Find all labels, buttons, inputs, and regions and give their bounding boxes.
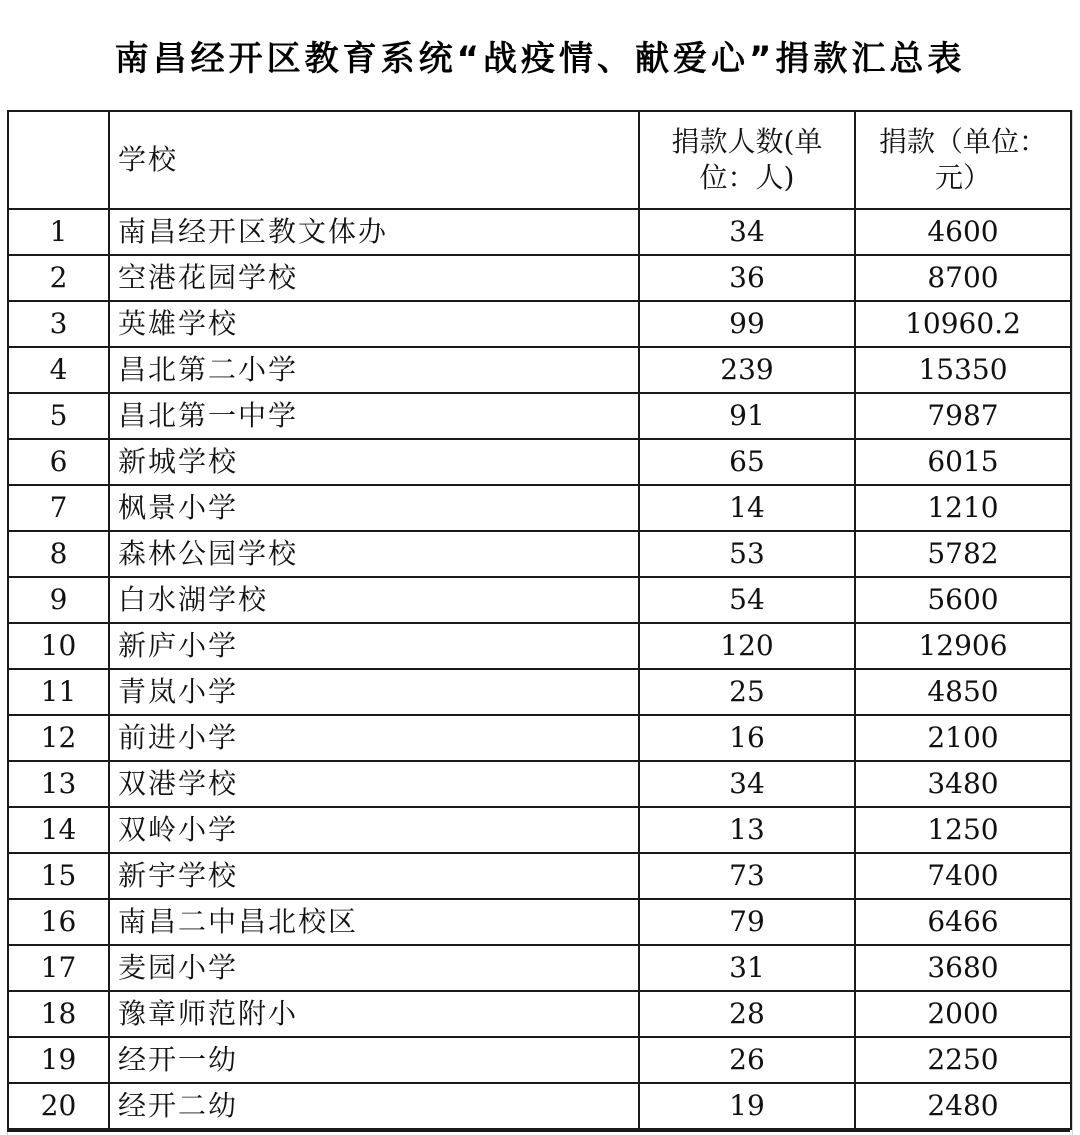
row-people-cell[interactable]: 54 — [639, 577, 855, 623]
row-people-cell[interactable]: 26 — [639, 1037, 855, 1083]
row-school-cell[interactable]: 白水湖学校 — [109, 577, 639, 623]
table-row — [8, 209, 1071, 255]
table-row — [8, 393, 1071, 439]
row-school-cell[interactable]: 南昌二中昌北校区 — [109, 899, 639, 945]
row-people-cell[interactable]: 99 — [639, 301, 855, 347]
row-people-cell[interactable]: 16 — [639, 715, 855, 761]
row-people-cell[interactable]: 36 — [639, 255, 855, 301]
table-row — [8, 853, 1071, 899]
row-index-cell[interactable]: 19 — [8, 1037, 109, 1083]
row-school-cell[interactable]: 森林公园学校 — [109, 531, 639, 577]
row-amount-cell[interactable]: 1250 — [855, 807, 1071, 853]
table-row — [8, 715, 1071, 761]
row-people-cell[interactable]: 53 — [639, 531, 855, 577]
row-index-cell[interactable]: 10 — [8, 623, 109, 669]
table-row — [8, 255, 1071, 301]
table-row — [8, 807, 1071, 853]
row-people-cell[interactable]: 28 — [639, 991, 855, 1037]
row-people-cell[interactable]: 34 — [639, 761, 855, 807]
table-header-row — [8, 111, 1071, 209]
row-index-cell[interactable]: 11 — [8, 669, 109, 715]
page-title: 南昌经开区教育系统“战疫情、献爱心”捐款汇总表 — [0, 0, 1080, 110]
table-row — [8, 945, 1071, 991]
row-index-cell[interactable]: 4 — [8, 347, 109, 393]
row-people-cell[interactable]: 239 — [639, 347, 855, 393]
table-row — [8, 577, 1071, 623]
row-people-cell[interactable]: 73 — [639, 853, 855, 899]
row-school-cell[interactable]: 双港学校 — [109, 761, 639, 807]
row-school-cell[interactable]: 昌北第二小学 — [109, 347, 639, 393]
row-school-cell[interactable]: 空港花园学校 — [109, 255, 639, 301]
next-row-border — [7, 1130, 1070, 1132]
row-index-cell[interactable]: 13 — [8, 761, 109, 807]
header-index-cell[interactable] — [8, 111, 109, 209]
table-row — [8, 439, 1071, 485]
row-amount-cell[interactable]: 3680 — [855, 945, 1071, 991]
row-amount-cell[interactable]: 5600 — [855, 577, 1071, 623]
row-index-cell[interactable]: 18 — [8, 991, 109, 1037]
row-people-cell[interactable]: 65 — [639, 439, 855, 485]
row-people-cell[interactable]: 19 — [639, 1083, 855, 1129]
row-index-cell[interactable]: 9 — [8, 577, 109, 623]
header-school-cell[interactable]: 学校 — [109, 111, 639, 209]
row-people-cell[interactable]: 31 — [639, 945, 855, 991]
row-index-cell[interactable]: 6 — [8, 439, 109, 485]
row-amount-cell[interactable]: 2250 — [855, 1037, 1071, 1083]
table-row — [8, 531, 1071, 577]
donation-summary-table — [7, 110, 1072, 1130]
table-row — [8, 347, 1071, 393]
table-row — [8, 991, 1071, 1037]
row-school-cell[interactable]: 麦园小学 — [109, 945, 639, 991]
row-school-cell[interactable]: 前进小学 — [109, 715, 639, 761]
row-school-cell[interactable]: 新宇学校 — [109, 853, 639, 899]
row-school-cell[interactable]: 双岭小学 — [109, 807, 639, 853]
row-amount-cell[interactable]: 3480 — [855, 761, 1071, 807]
row-amount-cell[interactable]: 4850 — [855, 669, 1071, 715]
row-amount-cell[interactable]: 8700 — [855, 255, 1071, 301]
row-amount-cell[interactable]: 2000 — [855, 991, 1071, 1037]
table-row — [8, 1083, 1071, 1129]
grid-column-line — [1072, 0, 1073, 1135]
row-amount-cell[interactable]: 2480 — [855, 1083, 1071, 1129]
row-amount-cell[interactable]: 6466 — [855, 899, 1071, 945]
row-amount-cell[interactable]: 5782 — [855, 531, 1071, 577]
row-amount-cell[interactable]: 2100 — [855, 715, 1071, 761]
table-row — [8, 301, 1071, 347]
row-index-cell[interactable]: 20 — [8, 1083, 109, 1129]
row-people-cell[interactable]: 25 — [639, 669, 855, 715]
row-people-cell[interactable]: 91 — [639, 393, 855, 439]
row-amount-cell[interactable]: 4600 — [855, 209, 1071, 255]
row-amount-cell[interactable]: 12906 — [855, 623, 1071, 669]
row-school-cell[interactable]: 英雄学校 — [109, 301, 639, 347]
row-people-cell[interactable]: 120 — [639, 623, 855, 669]
row-school-cell[interactable]: 昌北第一中学 — [109, 393, 639, 439]
header-amount-cell[interactable]: 捐款（单位：元） — [855, 111, 1071, 209]
row-index-cell[interactable]: 5 — [8, 393, 109, 439]
row-people-cell[interactable]: 13 — [639, 807, 855, 853]
header-people-cell[interactable]: 捐款人数(单位：人) — [639, 111, 855, 209]
row-people-cell[interactable]: 34 — [639, 209, 855, 255]
row-school-cell[interactable]: 新庐小学 — [109, 623, 639, 669]
row-index-cell[interactable]: 14 — [8, 807, 109, 853]
row-school-cell[interactable]: 经开一幼 — [109, 1037, 639, 1083]
row-school-cell[interactable]: 青岚小学 — [109, 669, 639, 715]
row-amount-cell[interactable]: 15350 — [855, 347, 1071, 393]
table-row — [8, 1037, 1071, 1083]
table-row — [8, 669, 1071, 715]
row-school-cell[interactable]: 经开二幼 — [109, 1083, 639, 1129]
row-amount-cell[interactable]: 7987 — [855, 393, 1071, 439]
row-people-cell[interactable]: 79 — [639, 899, 855, 945]
row-index-cell[interactable]: 2 — [8, 255, 109, 301]
row-school-cell[interactable]: 新城学校 — [109, 439, 639, 485]
row-index-cell[interactable]: 15 — [8, 853, 109, 899]
row-amount-cell[interactable]: 1210 — [855, 485, 1071, 531]
table-row — [8, 485, 1071, 531]
row-index-cell[interactable]: 3 — [8, 301, 109, 347]
row-amount-cell[interactable]: 10960.2 — [855, 301, 1071, 347]
row-index-cell[interactable]: 1 — [8, 209, 109, 255]
row-index-cell[interactable]: 17 — [8, 945, 109, 991]
row-index-cell[interactable]: 7 — [8, 485, 109, 531]
row-people-cell[interactable]: 14 — [639, 485, 855, 531]
row-amount-cell[interactable]: 6015 — [855, 439, 1071, 485]
row-index-cell[interactable]: 12 — [8, 715, 109, 761]
row-index-cell[interactable]: 16 — [8, 899, 109, 945]
row-school-cell[interactable]: 豫章师范附小 — [109, 991, 639, 1037]
table-row — [8, 761, 1071, 807]
table-row — [8, 623, 1071, 669]
row-index-cell[interactable]: 8 — [8, 531, 109, 577]
row-amount-cell[interactable]: 7400 — [855, 853, 1071, 899]
table-row — [8, 899, 1071, 945]
row-school-cell[interactable]: 枫景小学 — [109, 485, 639, 531]
row-school-cell[interactable]: 南昌经开区教文体办 — [109, 209, 639, 255]
